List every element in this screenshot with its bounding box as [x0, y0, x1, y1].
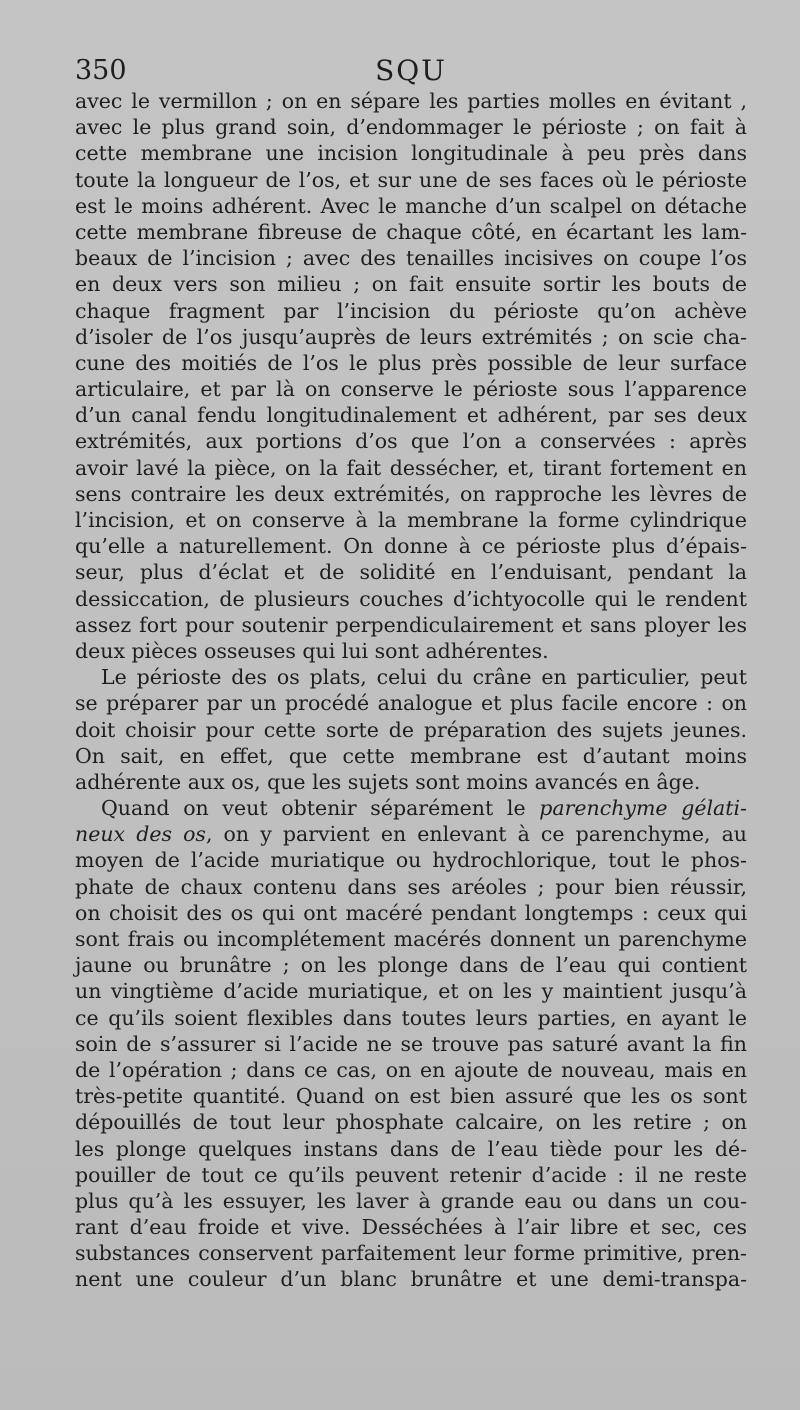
text-line: les plonge quelques instans dans de l’eau tiède pour les dé- [75, 1136, 747, 1161]
text-line: adhérente aux os, que les sujets sont moins avancés en âge. [75, 769, 701, 794]
text-line: cette membrane fibreuse de chaque côté, en écartant les lam- [75, 219, 747, 244]
text-line: chaque fragment par l’incision du périoste qu’on achève [75, 298, 747, 323]
text-line: un vingtième d’acide muriatique, et on les y maintient jusqu’à [75, 979, 747, 1004]
text-line: seur, plus d’éclat et de solidité en l’enduisant, pendant la [75, 560, 747, 585]
text-line: cune des moitiés de l’os le plus près possible de leur surface [75, 350, 747, 375]
text-line: d’isoler de l’os jusqu’auprès de leurs extrémités ; on scie cha- [75, 324, 747, 349]
text-line: sont frais ou incomplétement macérés donnent un parenchyme [75, 927, 747, 951]
text-line: plus qu’à les essuyer, les laver à grande eau ou dans un cou- [75, 1188, 747, 1213]
text-line: de l’opération ; dans ce cas, on en ajoute de nouveau, mais en [75, 1057, 747, 1082]
text-line: avoir lavé la pièce, on la fait dessécher, et, tirant fortement en [75, 455, 747, 480]
text-line: extrémités, aux portions d’os que l’on a conservées : après [75, 429, 747, 454]
italic-phrase: parenchyme gélati- [539, 796, 747, 821]
text-line: sens contraire les deux extrémités, on rapproche les lèvres de [75, 481, 747, 506]
text-line: l’incision, et on conserve à la membrane la forme cylindrique [75, 508, 747, 532]
text-line: jaune ou brunâtre ; on les plonge dans de l’eau qui contient [75, 953, 747, 978]
text-line: ce qu’ils soient flexibles dans toutes leurs parties, en ayant le [75, 1005, 747, 1030]
italic-phrase: neux des os [75, 822, 206, 847]
page-header [75, 52, 747, 90]
text-line [75, 795, 747, 821]
text-line: On sait, en effet, que cette membrane est d’autant moins [75, 743, 747, 768]
text-line: d’un canal fendu longitudinalement et adhérent, par ses deux [75, 403, 747, 428]
text-line: phate de chaux contenu dans ses aréoles ; pour bien réussir, [75, 874, 747, 899]
text-line: assez fort pour soutenir perpendiculairement et sans ployer les [75, 612, 747, 637]
body-text [75, 88, 747, 1293]
text-line: très-petite quantité. Quand on est bien assuré que les os sont [75, 1084, 747, 1109]
text-line: moyen de l’acide muriatique ou hydrochlorique, tout le phos- [75, 848, 747, 873]
running-head: SQU [375, 54, 447, 87]
text-line: avec le plus grand soin, d’endommager le périoste ; on fait à [75, 115, 747, 140]
text-line: avec le vermillon ; on en sépare les parties molles en évitant , [75, 89, 747, 113]
text-line: deux pièces osseuses qui lui sont adhérentes. [75, 638, 549, 663]
text-line: dessiccation, de plusieurs couches d’ichtyocolle qui le rendent [75, 586, 747, 611]
text-line: soin de s’assurer si l’acide ne se trouve pas saturé avant la fin [75, 1031, 747, 1056]
text-line: articulaire, et par là on conserve le périoste sous l’apparence [75, 377, 747, 402]
text-line: toute la longueur de l’os, et sur une de ses faces où le périoste [75, 167, 747, 192]
text-line: est le moins adhérent. Avec le manche d’un scalpel on détache [75, 193, 747, 218]
text-line: beaux de l’incision ; avec des tenailles incisives on coupe l’os [75, 246, 747, 271]
text-run: , on y parvient en enlevant à ce parenchyme, au [205, 822, 747, 847]
text-line: Le périoste des os plats, celui du crâne en particulier, peut [101, 665, 747, 690]
text-run: Quand on veut obtenir séparément le [101, 796, 540, 821]
text-line: on choisit des os qui ont macéré pendant longtemps : ceux qui [75, 900, 747, 925]
text-line [75, 821, 747, 847]
text-line: rant d’eau froide et vive. Desséchées à l’air libre et sec, ces [75, 1215, 747, 1240]
text-line: cette membrane une incision longitudinale à peu près dans [75, 141, 747, 166]
text-line: se préparer par un procédé analogue et plus facile encore : on [75, 691, 747, 716]
text-line: pouiller de tout ce qu’ils peuvent retenir d’acide : il ne reste [75, 1162, 747, 1187]
text-line: doit choisir pour cette sorte de préparation des sujets jeunes. [75, 717, 747, 742]
page-number: 350 [75, 55, 127, 86]
text-line: substances conservent parfaitement leur forme primitive, pren- [75, 1241, 747, 1266]
text-line: en deux vers son milieu ; on fait ensuite sortir les bouts de [75, 272, 747, 297]
text-line: nent une couleur d’un blanc brunâtre et une demi-transpa- [75, 1267, 747, 1292]
text-line: qu’elle a naturellement. On donne à ce périoste plus d’épais- [75, 534, 747, 559]
text-line: dépouillés de tout leur phosphate calcaire, on les retire ; on [75, 1110, 747, 1135]
